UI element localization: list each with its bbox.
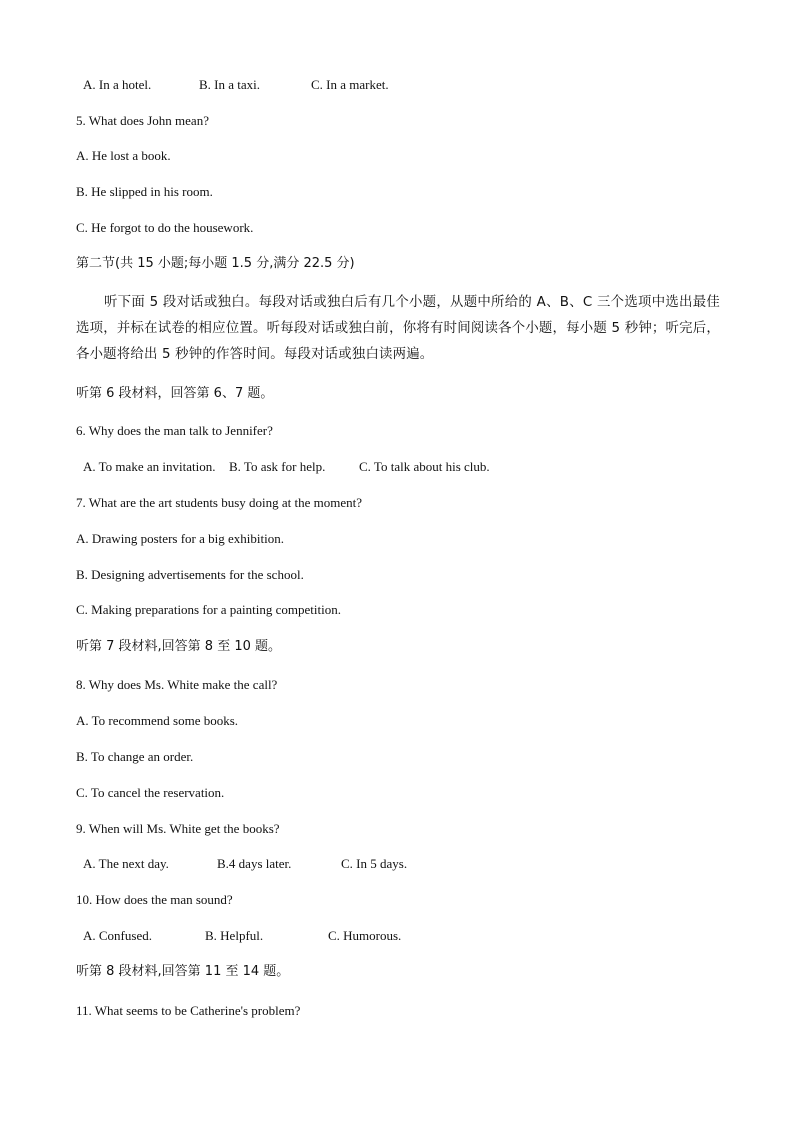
q10-question: 10. How does the man sound? xyxy=(76,892,233,907)
q8-option-c: C. To cancel the reservation. xyxy=(76,785,225,800)
q10-option-c: C. Humorous. xyxy=(328,928,402,943)
q10-options xyxy=(83,928,401,944)
q9-question: 9. When will Ms. White get the books? xyxy=(76,821,280,836)
q10-option-a: A. Confused. xyxy=(83,928,152,943)
material6-label: 听第 6 段材料，回答第 6、7 题。 xyxy=(76,386,274,401)
q9-option-b: B.4 days later. xyxy=(217,856,292,871)
q6-question: 6. Why does the man talk to Jennifer? xyxy=(76,423,273,438)
q9-option-c: C. In 5 days. xyxy=(341,856,408,871)
q7-option-b: B. Designing advertisements for the school. xyxy=(76,567,304,582)
q6-option-c: C. To talk about his club. xyxy=(359,459,490,474)
q7-option-a: A. Drawing posters for a big exhibition. xyxy=(76,531,284,546)
q11-question: 11. What seems to be Catherine's problem? xyxy=(76,1003,301,1018)
q8-option-b: B. To change an order. xyxy=(76,749,194,764)
q6-option-a: A. To make an invitation. xyxy=(83,459,216,474)
q5-option-a: A. He lost a book. xyxy=(76,148,171,163)
q4-option-b: B. In a taxi. xyxy=(199,77,261,92)
q7-option-c: C. Making preparations for a painting competition. xyxy=(76,602,341,617)
q6-options xyxy=(83,459,490,475)
q4-options xyxy=(83,77,389,93)
q8-question: 8. Why does Ms. White make the call? xyxy=(76,677,278,692)
q7-question: 7. What are the art students busy doing at the moment? xyxy=(76,495,363,510)
q10-option-b: B. Helpful. xyxy=(205,928,264,943)
q4-option-c: C. In a market. xyxy=(311,77,389,92)
material8-label: 听第 8 段材料,回答第 11 至 14 题。 xyxy=(76,964,290,979)
material7-label: 听第 7 段材料,回答第 8 至 10 题。 xyxy=(76,639,282,654)
q4-option-a: A. In a hotel. xyxy=(83,77,152,92)
q5-option-b: B. He slipped in his room. xyxy=(76,184,213,199)
section2-instructions: 听下面 5 段对话或独白。每段对话或独白后有几个小题，从题中所给的 A、B、C 三个选项中选出最佳选项，并标在试卷的相应位置。听每段对话或独白前，你将有时间阅读各个小题，每小题 5 秒钟；听完后，各小题将给出 5 秒钟的作答时间。每段对话或独白读两遍。 xyxy=(76,295,720,362)
q9-options xyxy=(83,856,407,872)
q5-option-c: C. He forgot to do the housework. xyxy=(76,220,254,235)
q8-option-a: A. To recommend some books. xyxy=(76,713,239,728)
q6-option-b: B. To ask for help. xyxy=(229,459,326,474)
q5-question: 5. What does John mean? xyxy=(76,113,209,128)
q9-option-a: A. The next day. xyxy=(83,856,169,871)
section2-heading: 第二节(共 15 小题;每小题 1.5 分,满分 22.5 分) xyxy=(76,256,355,271)
